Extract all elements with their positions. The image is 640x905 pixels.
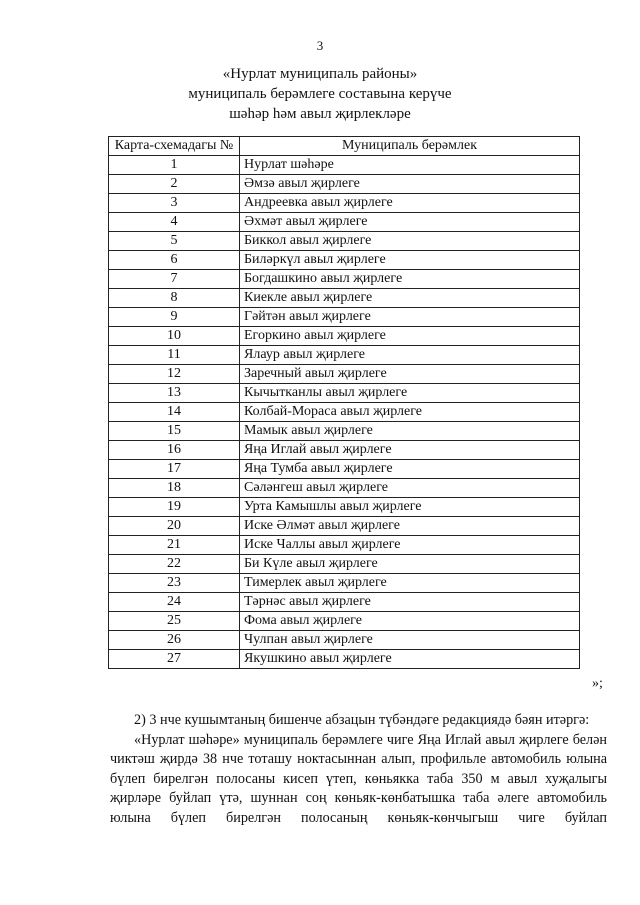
- table-row: [109, 498, 580, 517]
- table-row: [109, 403, 580, 422]
- row-municipality-name: Би Күле авыл җирлеге: [240, 555, 580, 574]
- table-header-row: [109, 137, 580, 156]
- municipalities-table: [108, 136, 580, 669]
- paragraph-boundary-description: «Нурлат шәһәре» муниципаль берәмлеге чиге Яңа Иглай авыл җирлеге белән чиктәш җирдә 38 нче тоташу ноктасыннан алып, профильле автомобиль юлына бүлеп бирелгән полосаны кисеп үтеп, көньякка таба 350 м авыл хуҗалыгы җирләре буйлап үтә, шуннан соң көньяк-көнбатышка таба әлеге автомобиль юлына бүлеп бирелгән полосаның көньяк-көнчыгыш чиге буйлап: [110, 731, 607, 826]
- column-header-map-number: Карта-схемадагы №: [109, 137, 240, 156]
- column-header-municipality: Муниципаль берәмлек: [240, 137, 580, 156]
- row-municipality-name: Колбай-Мораса авыл җирлеге: [240, 403, 580, 422]
- row-map-number: 21: [109, 536, 240, 555]
- row-municipality-name: Егоркино авыл җирлеге: [240, 327, 580, 346]
- row-municipality-name: Иске Чаллы авыл җирлеге: [240, 536, 580, 555]
- table-row: [109, 213, 580, 232]
- row-municipality-name: Сәләнгеш авыл җирлеге: [240, 479, 580, 498]
- row-map-number: 8: [109, 289, 240, 308]
- table-row: [109, 327, 580, 346]
- row-map-number: 5: [109, 232, 240, 251]
- table-row: [109, 365, 580, 384]
- row-municipality-name: Андреевка авыл җирлеге: [240, 194, 580, 213]
- table-row: [109, 422, 580, 441]
- row-map-number: 18: [109, 479, 240, 498]
- table-row: [109, 593, 580, 612]
- row-municipality-name: Фома авыл җирлеге: [240, 612, 580, 631]
- document-heading: [0, 64, 640, 124]
- row-map-number: 27: [109, 650, 240, 669]
- table-row: [109, 346, 580, 365]
- row-municipality-name: Тимерлек авыл җирлеге: [240, 574, 580, 593]
- row-municipality-name: Заречный авыл җирлеге: [240, 365, 580, 384]
- row-municipality-name: Тәрнәс авыл җирлеге: [240, 593, 580, 612]
- table-row: [109, 460, 580, 479]
- table-row: [109, 251, 580, 270]
- row-municipality-name: Якушкино авыл җирлеге: [240, 650, 580, 669]
- table-row: [109, 574, 580, 593]
- row-municipality-name: Иске Әлмәт авыл җирлеге: [240, 517, 580, 536]
- table-row: [109, 384, 580, 403]
- row-map-number: 10: [109, 327, 240, 346]
- row-municipality-name: Гәйтән авыл җирлеге: [240, 308, 580, 327]
- row-map-number: 20: [109, 517, 240, 536]
- table-row: [109, 555, 580, 574]
- table-row: [109, 175, 580, 194]
- row-map-number: 1: [109, 156, 240, 175]
- row-map-number: 7: [109, 270, 240, 289]
- heading-line-3: шәһәр һәм авыл җирлекләре: [229, 106, 411, 122]
- paragraph-amendment: 2) 3 нче кушымтаның бишенче абзацын түбәндәге редакциядә бәян итәргә:: [134, 712, 590, 728]
- row-municipality-name: Әхмәт авыл җирлеге: [240, 213, 580, 232]
- table-row: [109, 612, 580, 631]
- row-map-number: 26: [109, 631, 240, 650]
- page-number: 3: [316, 38, 324, 53]
- row-map-number: 16: [109, 441, 240, 460]
- row-municipality-name: Чулпан авыл җирлеге: [240, 631, 580, 650]
- row-map-number: 17: [109, 460, 240, 479]
- row-map-number: 12: [109, 365, 240, 384]
- table-closing-mark: »;: [592, 676, 603, 691]
- table-row: [109, 650, 580, 669]
- row-municipality-name: Урта Камышлы авыл җирлеге: [240, 498, 580, 517]
- table-row: [109, 441, 580, 460]
- table-row: [109, 232, 580, 251]
- heading-line-1: «Нурлат муниципаль районы»: [222, 66, 418, 82]
- table-body: [109, 156, 580, 669]
- body-text: [110, 711, 607, 829]
- table-row: [109, 156, 580, 175]
- row-municipality-name: Нурлат шәһәре: [240, 156, 580, 175]
- row-map-number: 23: [109, 574, 240, 593]
- row-map-number: 14: [109, 403, 240, 422]
- row-map-number: 24: [109, 593, 240, 612]
- row-map-number: 19: [109, 498, 240, 517]
- table-row: [109, 308, 580, 327]
- table-row: [109, 479, 580, 498]
- table-row: [109, 194, 580, 213]
- row-municipality-name: Яңа Тумба авыл җирлеге: [240, 460, 580, 479]
- row-map-number: 3: [109, 194, 240, 213]
- row-map-number: 9: [109, 308, 240, 327]
- row-map-number: 2: [109, 175, 240, 194]
- table-row: [109, 289, 580, 308]
- municipalities-table-container: [108, 136, 580, 669]
- row-municipality-name: Ялаур авыл җирлеге: [240, 346, 580, 365]
- table-row: [109, 517, 580, 536]
- row-municipality-name: Яңа Иглай авыл җирлеге: [240, 441, 580, 460]
- row-municipality-name: Мамык авыл җирлеге: [240, 422, 580, 441]
- row-map-number: 4: [109, 213, 240, 232]
- row-municipality-name: Әмзә авыл җирлеге: [240, 175, 580, 194]
- row-municipality-name: Биләркүл авыл җирлеге: [240, 251, 580, 270]
- table-row: [109, 631, 580, 650]
- row-municipality-name: Киекле авыл җирлеге: [240, 289, 580, 308]
- row-map-number: 11: [109, 346, 240, 365]
- row-map-number: 25: [109, 612, 240, 631]
- row-map-number: 15: [109, 422, 240, 441]
- row-municipality-name: Кычытканлы авыл җирлеге: [240, 384, 580, 403]
- table-row: [109, 536, 580, 555]
- table-row: [109, 270, 580, 289]
- heading-line-2: муниципаль берәмлеге составына керүче: [188, 86, 452, 102]
- row-municipality-name: Богдашкино авыл җирлеге: [240, 270, 580, 289]
- row-map-number: 13: [109, 384, 240, 403]
- row-map-number: 6: [109, 251, 240, 270]
- row-municipality-name: Биккол авыл җирлеге: [240, 232, 580, 251]
- row-map-number: 22: [109, 555, 240, 574]
